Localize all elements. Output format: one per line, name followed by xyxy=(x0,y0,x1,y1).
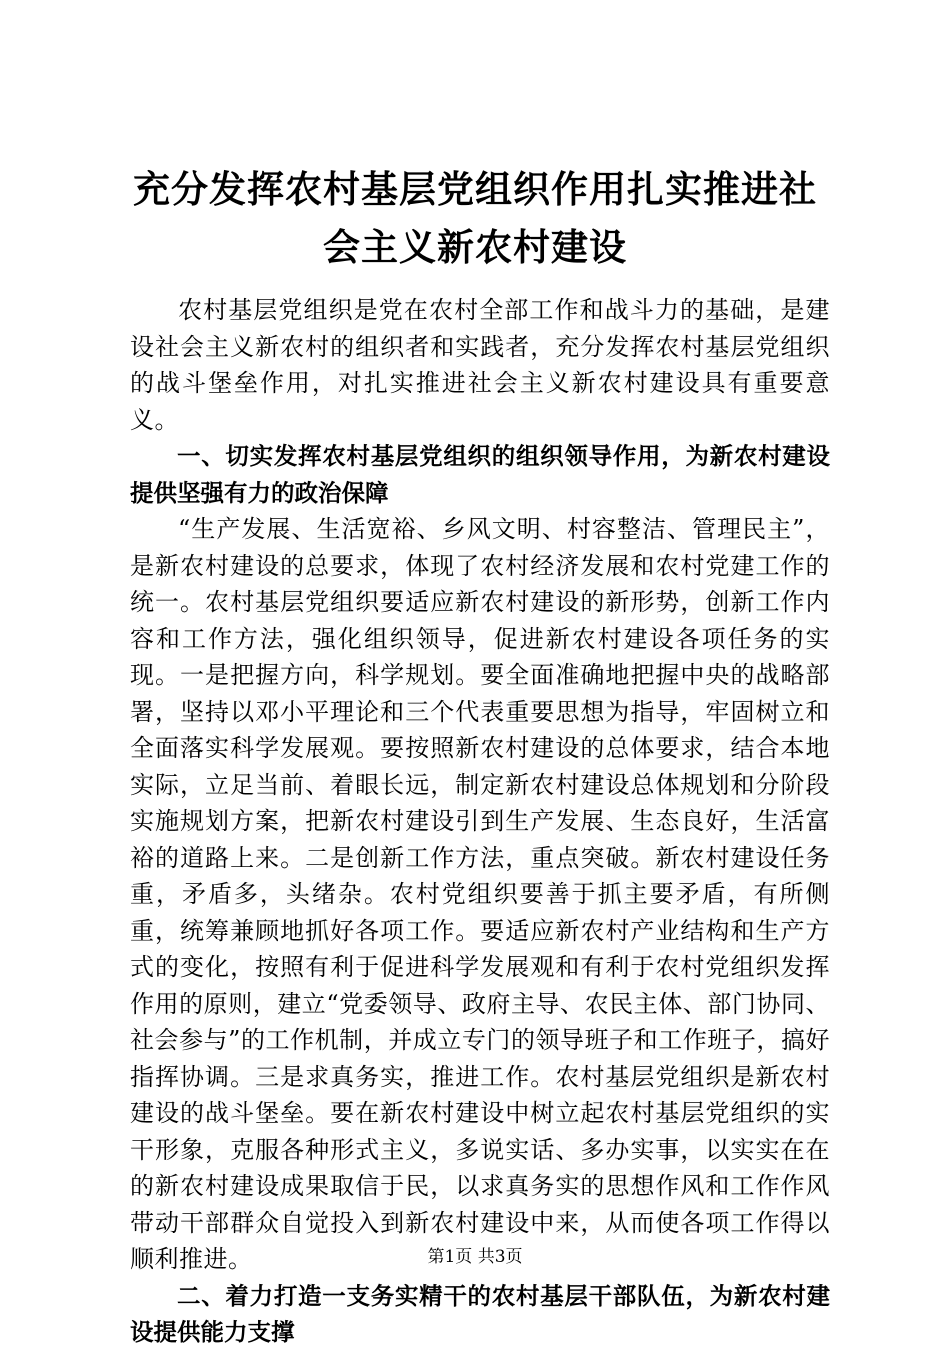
document-title: 充分发挥农村基层党组织作用扎实推进社会主义新农村建设 xyxy=(133,167,817,269)
document-body xyxy=(130,292,830,1351)
page-number-footer: 第1页 共3页 xyxy=(427,1247,523,1267)
section-heading-1: 一、切实发挥农村基层党组织的组织领导作用，为新农村建设提供坚强有力的政治保障 xyxy=(130,442,830,507)
intro-paragraph: 农村基层党组织是党在农村全部工作和战斗力的基础，是建设社会主义新农村的组织者和实践者，充分发挥农村基层党组织的战斗堡垒作用，对扎实推进社会主义新农村建设具有重要意义。 xyxy=(130,296,830,434)
section-1-paragraph: “生产发展、生活宽裕、乡风文明、村容整洁、管理民主”，是新农村建设的总要求，体现了农村经济发展和农村党建工作的统一。农村基层党组织要适应新农村建设的新形势，创新工作内容和工作方法，强化组织领导，促进新农村建设各项任务的实现。一是把握方向，科学规划。要全面准确地把握中央的战略部署，坚持以邓小平理论和三个代表重要思想为指导，牢固树立和全面落实科学发展观。要按照新农村建设的总体要求，结合本地实际，立足当前、着眼长远，制定新农村建设总体规划和分阶段实施规划方案，把新农村建设引到生产发展、生态良好，生活富裕的道路上来。二是创新工作方法，重点突破。新农村建设任务重，矛盾多，头绪杂。农村党组织要善于抓主要矛盾，有所侧重，统筹兼顾地抓好各项工作。要适应新农村产业结构和生产方式的变化，按照有利于促进科学发展观和有利于农村党组织发挥作用的原则，建立“党委领导、政府主导、农民主体、部门协同、社会参与”的工作机制，并成立专门的领导班子和工作班子，搞好指挥协调。三是求真务实，推进工作。农村基层党组织是新农村建设的战斗堡垒。要在新农村建设中树立起农村基层党组织的实干形象，克服各种形式主义，多说实话、多办实事，以实实在在的新农村建设成果取信于民，以求真务实的思想作风和工作作风带动干部群众自觉投入到新农村建设中来，从而使各项工作得以顺利推进。 xyxy=(130,515,830,1273)
section-heading-2: 二、着力打造一支务实精干的农村基层干部队伍，为新农村建设提供能力支撑 xyxy=(130,1281,830,1346)
